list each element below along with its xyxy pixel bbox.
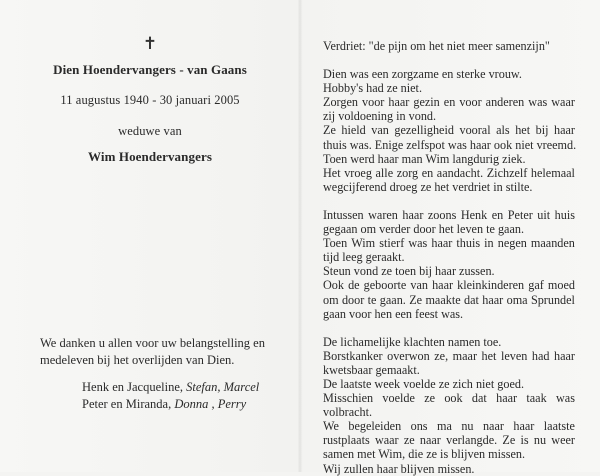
- thanks-line: medeleven bij het overlijden van Dien.: [40, 353, 235, 367]
- poem-line: kwetsbaar gemaakt.: [323, 362, 420, 377]
- poem-line: Het vroeg alle zorg en aandacht. Zichzelf helemaal: [323, 165, 575, 180]
- thanks-text: [40, 335, 280, 369]
- signer-couple: Peter en Miranda,: [82, 397, 172, 411]
- poem-line: De lichamelijke klachten namen toe.: [323, 334, 502, 349]
- signer-couple: Henk en Jacqueline,: [82, 380, 184, 394]
- poem-stanza: [323, 335, 575, 476]
- poem-line: thuis was. Enige zelfspot was haar ook niet vreemd.: [323, 137, 577, 152]
- poem-line: zij voldoening in vond.: [323, 109, 437, 124]
- husband-name: Wim Hoendervangers: [88, 149, 212, 164]
- poem-line: gegaan om verder door het leven te gaan.: [323, 222, 525, 237]
- poem-line: Misschien voelde ze ook dat haar taak was: [323, 391, 575, 406]
- poem-stanza: [323, 67, 575, 194]
- poem-line: Wij zullen haar blijven missen.: [323, 461, 475, 476]
- poem-line: rustplaats waar ze naar verlangde. Ze is nu weer: [323, 433, 575, 448]
- poem-line: Hobby's had ze niet.: [323, 81, 422, 96]
- signer-children: Stefan, Marcel: [186, 380, 260, 394]
- poem: [323, 39, 575, 476]
- deceased-name: Dien Hoendervangers - van Gaans: [53, 62, 247, 77]
- signer-row: [82, 379, 292, 396]
- poem-line: Ook de geboorte van haar kleinkinderen gaf moed: [323, 278, 575, 293]
- poem-line: Borstkanker overwon ze, maar het leven had haar: [323, 348, 575, 363]
- poem-line: tijd leeg geraakt.: [323, 250, 405, 265]
- poem-line: De laatste week voelde ze zich niet goed.: [323, 376, 524, 391]
- poem-title: Verdriet: "de pijn om het niet meer samenzijn": [323, 39, 550, 53]
- poem-line: We begeleiden ons ma nu naar haar laatste: [323, 419, 575, 434]
- right-page: [300, 0, 600, 476]
- poem-line: samen met Wim, die ze is blijven missen.: [323, 447, 526, 462]
- poem-line: wegcijferend droeg ze het verdriet in stilte.: [323, 179, 533, 194]
- poem-line: om door te gaan. Ze maakte dat haar oma Sprundel: [323, 292, 575, 307]
- signers: [82, 379, 292, 413]
- signer-row: [82, 396, 292, 413]
- signer-children: Donna , Perry: [174, 397, 247, 411]
- life-dates: 11 augustus 1940 - 30 januari 2005: [60, 93, 240, 107]
- poem-line: Toen werd haar man Wim langdurig ziek.: [323, 151, 526, 166]
- widow-label: weduwe van: [118, 124, 182, 138]
- poem-line: Toen Wim stierf was haar thuis in negen maanden: [323, 236, 575, 251]
- poem-line: Ze hield van gezelligheid vooral als het bij haar: [323, 123, 575, 138]
- cross-icon: ✝: [142, 34, 158, 53]
- thanks-line: We danken u allen voor uw belangstelling en: [40, 336, 265, 350]
- poem-line: Zorgen voor haar gezin en voor anderen was waar: [323, 95, 575, 110]
- poem-line: Dien was een zorgzame en sterke vrouw.: [323, 67, 522, 82]
- poem-line: volbracht.: [323, 405, 373, 420]
- poem-line: Intussen waren haar zoons Henk en Peter uit huis: [323, 207, 575, 222]
- poem-stanza: [323, 208, 575, 321]
- poem-line: Steun vond ze toen bij haar zussen.: [323, 264, 495, 279]
- left-page: [0, 0, 300, 472]
- poem-line: gaan voor hen een feest was.: [323, 306, 464, 321]
